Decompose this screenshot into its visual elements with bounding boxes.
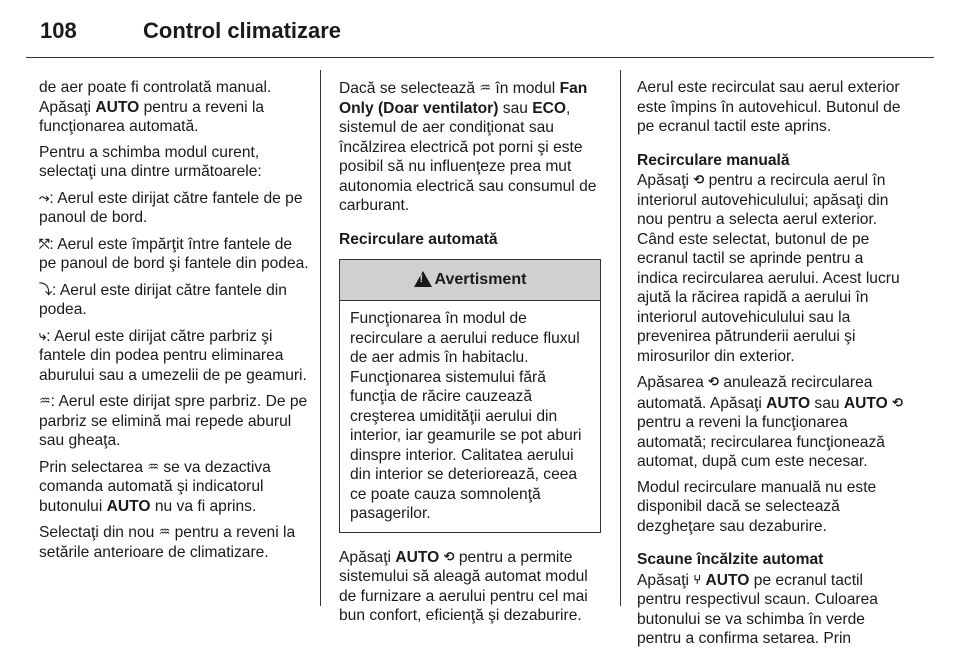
- vent-feet-windscreen-icon: ⤷: [39, 327, 47, 343]
- paragraph: Prin selectarea ♒ se va dezactiva comanda automată şi indicatorul butonului AUTO nu va fi aprins.: [39, 458, 271, 515]
- page-header: [26, 14, 934, 58]
- warning-text: Funcţionarea în modul de recirculare a aerului reduce fluxul de aer admis în habitaclu.: [350, 310, 580, 366]
- paragraph: Apăsaţi ⟲ pentru a recircula aerul în interiorul autovehiculului; apăsaţi din nou pentru a selecta aerul exterior. Când este selectat, butonul de pe ecranul tactil se aprinde pentru a indica recircularea aerului. Acest lucru ajută la răcirea rapidă a aerului în interiorul autovehiculului sau la prevenirea pătrunderii aerului şi mirosurilor din exterior.: [637, 172, 900, 365]
- warning-triangle-icon: [414, 271, 432, 287]
- warning-text: Funcţionarea sistemului fără funcţia de răcire cauzează creşterea umidităţii aerului din interior, iar geamurile se pot aburi dinspre interior. Calitatea aerului din interior se deteriorează, ceea ce poate cauza somnolenţă pasagerilor.: [350, 368, 582, 522]
- paragraph: de aer poate fi controlată manual. Apăsaţi AUTO pentru a reveni la funcţionarea automată.: [39, 79, 272, 135]
- recirculation-icon: ⟲: [443, 548, 455, 564]
- defrost-icon: ♒: [158, 524, 171, 539]
- mode-item: ⤳: Aerul este dirijat către fantele de pe panoul de bord.: [39, 189, 303, 226]
- mode-item: ⤵: Aerul este dirijat către fantele din podea.: [39, 281, 287, 318]
- defrost-icon: ♒: [479, 80, 492, 95]
- warning-header: !Avertisment: [340, 260, 600, 301]
- paragraph: Apăsaţi ⑂ AUTO pe ecranul tactil pentru respectivul scaun. Culoarea butonului se va schimba în verde pentru a confirma setarea. Prin: [637, 571, 878, 647]
- paragraph: Selectaţi din nou ♒ pentru a reveni la setările anterioare de climatizare.: [39, 524, 296, 561]
- vent-feet-icon: ⤵: [39, 281, 53, 297]
- warning-body: [340, 301, 600, 532]
- defrost-icon: ♒: [147, 458, 159, 474]
- page-title: Control climatizare: [143, 18, 342, 43]
- paragraph: Dacă se selectează ♒ în modul Fan Only (Doar ventilator) sau ECO, sistemul de aer condiţionat sau încălzirea electrică pot porni şi este posibil să nu influenţeze prea mut autonomia electrică sau consumul de carburant.: [339, 80, 597, 214]
- mode-item: ♒: Aerul este dirijat spre parbriz. De pe parbriz se elimină mai repede aburul sau gheaţa.: [39, 393, 308, 449]
- section-heading: Recirculare automată: [339, 230, 498, 248]
- column-divider: [320, 70, 321, 606]
- heated-seat-icon: ⑂: [693, 571, 702, 587]
- paragraph: Apăsaţi AUTO ⟲ pentru a permite sistemului să aleagă automat modul de furnizare a aerului pentru cel mai bun confort, eficienţă şi dezaburire.: [339, 548, 588, 624]
- paragraph: Aerul este recirculat sau aerul exterior este împins în autovehicul. Butonul de pe ecranul tactil este aprins.: [637, 79, 901, 135]
- paragraph: Pentru a schimba modul curent, selectaţi una dintre următoarele:: [39, 143, 262, 180]
- recirculation-icon: ⟲: [693, 172, 705, 187]
- section-heading: Recirculare manuală: [637, 151, 790, 169]
- defrost-icon: ♒: [39, 393, 51, 408]
- vent-face-icon: ⤳: [39, 189, 50, 205]
- page-number: 108: [40, 18, 77, 43]
- column-divider: [620, 70, 621, 606]
- header-divider: [26, 57, 934, 58]
- mode-item: ⤲: Aerul este împărţit între fantele de pe panoul de bord şi fantele din podea.: [39, 235, 309, 272]
- column-2: [339, 78, 607, 632]
- recirculation-icon: ⟲: [892, 394, 904, 410]
- column-1: [39, 78, 309, 568]
- recirculation-icon: ⟲: [708, 374, 719, 389]
- mode-item: ⤷: Aerul este dirijat către parbriz şi fantele din podea pentru eliminarea aburului sau a umezelii de pe geamuri.: [39, 327, 307, 384]
- paragraph: Apăsarea ⟲ anulează recircularea automată. Apăsaţi AUTO sau AUTO ⟲ pentru a reveni la funcţionarea automată; recircularea funcţionează automat, după cum este necesar.: [637, 374, 904, 470]
- section-heading: Scaune încălzite automat: [637, 551, 824, 568]
- warning-box: [339, 259, 601, 533]
- column-3: [637, 78, 907, 655]
- paragraph: Modul recirculare manuală nu este disponibil dacă se selectează dezgheţare sau dezaburire.: [637, 478, 877, 535]
- vent-face-feet-icon: ⤲: [39, 235, 50, 251]
